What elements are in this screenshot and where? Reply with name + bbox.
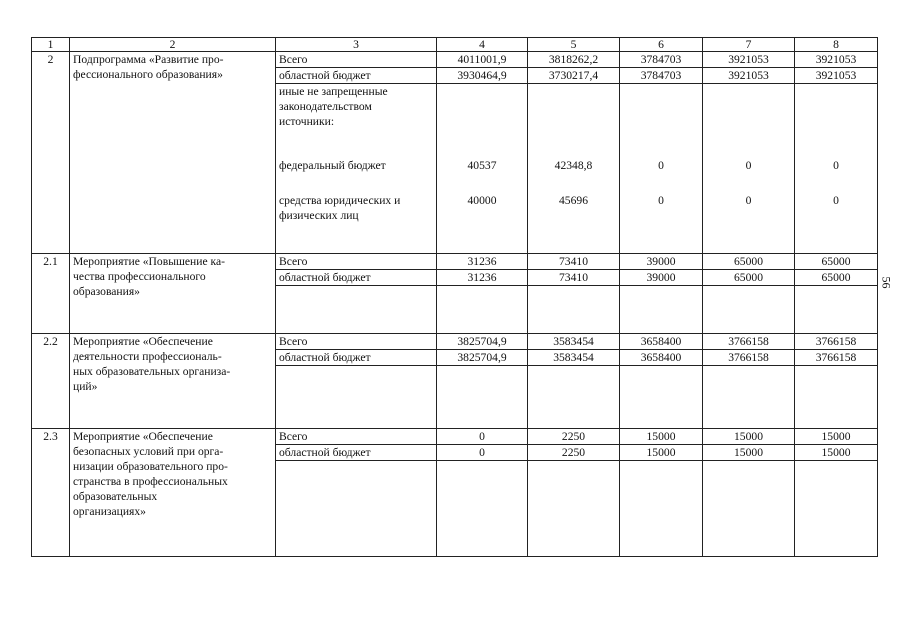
column-header: 1	[32, 38, 70, 52]
value-cell: 31236	[437, 270, 528, 286]
value-cell	[620, 84, 703, 254]
funding-source: Всего	[276, 429, 437, 445]
funding-source: областной бюджет	[276, 445, 437, 461]
legal-value: 0	[833, 194, 839, 207]
legal-value: 0	[658, 194, 664, 207]
value-cell: 3921053	[795, 68, 878, 84]
column-header: 8	[795, 38, 878, 52]
value-cell: 3658400	[620, 334, 703, 350]
measure-total-row	[32, 334, 878, 350]
value-cell: 15000	[620, 429, 703, 445]
measure-name	[70, 334, 276, 429]
name-line: странства в профессиональных	[73, 475, 228, 488]
value-cell: 3583454	[528, 350, 620, 366]
value-cell: 3766158	[703, 334, 795, 350]
name-line: Мероприятие «Обеспечение	[73, 335, 213, 348]
value-cell: 0	[437, 429, 528, 445]
value-cell: 73410	[528, 254, 620, 270]
value-cell: 3658400	[620, 350, 703, 366]
legal-value: 0	[745, 194, 752, 207]
value-cell: 3921053	[795, 52, 878, 68]
value-cell: 15000	[620, 445, 703, 461]
federal-value: 0	[745, 159, 752, 172]
column-header: 2	[70, 38, 276, 52]
value-cell: 2250	[528, 429, 620, 445]
name-line: Мероприятие «Повышение ка-	[73, 255, 225, 268]
budget-table	[31, 37, 878, 557]
funding-source: Всего	[276, 334, 437, 350]
funding-source: Всего	[276, 52, 437, 68]
value-cell: 3583454	[528, 334, 620, 350]
column-header: 6	[620, 38, 703, 52]
value-cell: 65000	[795, 254, 878, 270]
source-line: иные не запрещенные	[279, 85, 388, 98]
value-cell: 0	[437, 445, 528, 461]
value-cell: 31236	[437, 254, 528, 270]
funding-source-other	[276, 84, 437, 254]
name-line: организациях»	[73, 505, 146, 518]
value-cell	[795, 84, 878, 254]
value-cell: 2250	[528, 445, 620, 461]
measure-name	[70, 429, 276, 557]
source-line: средства юридических и	[279, 194, 401, 207]
value-cell: 3930464,9	[437, 68, 528, 84]
funding-source: областной бюджет	[276, 270, 437, 286]
value-cell: 3818262,2	[528, 52, 620, 68]
value-cell	[437, 84, 528, 254]
column-number-row	[32, 38, 878, 52]
federal-value: 42348,8	[554, 159, 593, 172]
source-line: федеральный бюджет	[279, 159, 386, 172]
name-line: образовательных	[73, 490, 158, 503]
measure-name	[70, 254, 276, 334]
name-line: Подпрограмма «Развитие про-	[73, 53, 224, 66]
value-cell: 39000	[620, 254, 703, 270]
source-line: источники:	[279, 115, 335, 128]
funding-source: областной бюджет	[276, 68, 437, 84]
name-line: чества профессионального	[73, 270, 206, 283]
name-line: образования»	[73, 285, 140, 298]
name-line: низации образовательного про-	[73, 460, 228, 473]
value-cell: 15000	[703, 445, 795, 461]
value-cell: 3730217,4	[528, 68, 620, 84]
name-line: ных образовательных организа-	[73, 365, 231, 378]
legal-value: 40000	[467, 194, 497, 207]
page-number: 56	[879, 276, 894, 289]
subprogram-total-row	[32, 52, 878, 68]
federal-value: 0	[658, 159, 664, 172]
value-cell: 3825704,9	[437, 350, 528, 366]
value-cell: 3825704,9	[437, 334, 528, 350]
name-line: Мероприятие «Обеспечение	[73, 430, 213, 443]
column-header: 3	[276, 38, 437, 52]
measure-total-row	[32, 429, 878, 445]
section-number: 2.1	[32, 254, 70, 334]
value-cell: 3921053	[703, 68, 795, 84]
federal-value: 0	[833, 159, 839, 172]
value-cell: 3766158	[795, 334, 878, 350]
value-cell: 15000	[795, 429, 878, 445]
value-cell	[528, 84, 620, 254]
section-number: 2	[32, 52, 70, 254]
column-header: 7	[703, 38, 795, 52]
value-cell: 65000	[703, 254, 795, 270]
funding-source: Всего	[276, 254, 437, 270]
legal-value: 45696	[559, 194, 588, 207]
name-line: деятельности профессиональ-	[73, 350, 222, 363]
value-cell: 3784703	[620, 68, 703, 84]
value-cell: 65000	[703, 270, 795, 286]
source-line: физических лиц	[279, 209, 359, 222]
value-cell: 3921053	[703, 52, 795, 68]
name-line: фессионального образования»	[73, 68, 223, 81]
value-cell: 65000	[795, 270, 878, 286]
value-cell: 39000	[620, 270, 703, 286]
value-cell: 3766158	[795, 350, 878, 366]
measure-total-row	[32, 254, 878, 270]
value-cell: 3766158	[703, 350, 795, 366]
value-cell: 3784703	[620, 52, 703, 68]
value-cell: 15000	[703, 429, 795, 445]
value-cell: 73410	[528, 270, 620, 286]
value-cell: 4011001,9	[437, 52, 528, 68]
name-line: ций»	[73, 380, 98, 393]
subprogram-name	[70, 52, 276, 254]
funding-source: областной бюджет	[276, 350, 437, 366]
value-cell	[703, 84, 795, 254]
column-header: 4	[437, 38, 528, 52]
section-number: 2.3	[32, 429, 70, 557]
name-line: безопасных условий при орга-	[73, 445, 224, 458]
value-cell: 15000	[795, 445, 878, 461]
source-line: законодательством	[279, 100, 372, 113]
column-header: 5	[528, 38, 620, 52]
section-number: 2.2	[32, 334, 70, 429]
federal-value: 40537	[467, 159, 497, 172]
